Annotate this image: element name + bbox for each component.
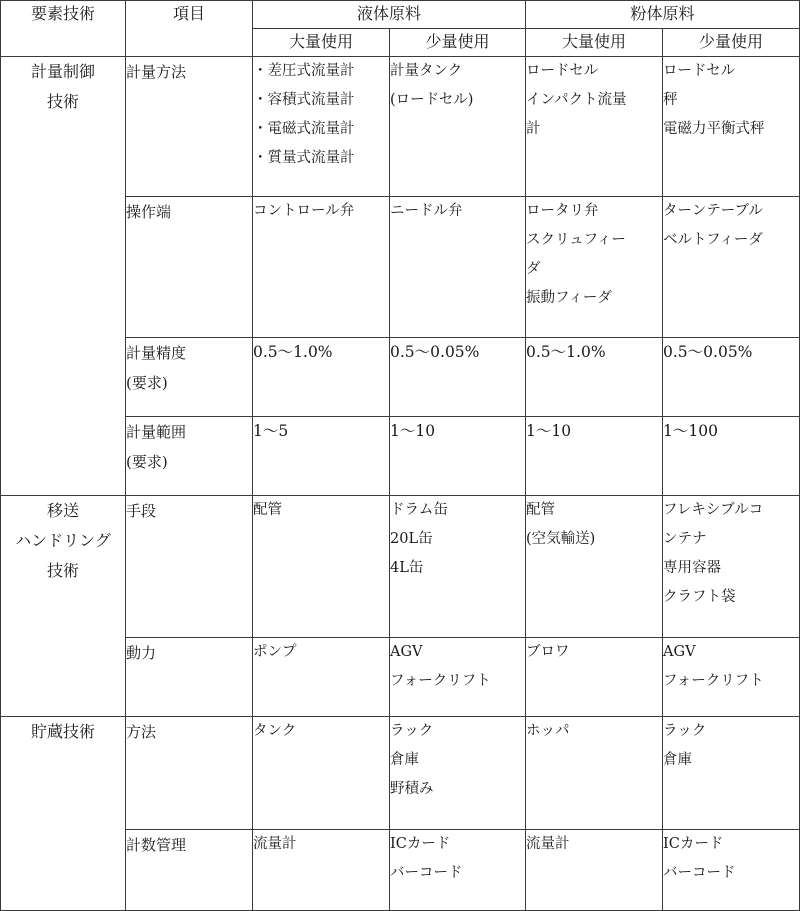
item-label: [126, 338, 253, 417]
cell-line: 1〜100: [663, 422, 718, 440]
cell-line: ホッパ: [526, 723, 570, 739]
value-cell: [390, 57, 526, 197]
cell-line: ロードセル: [526, 63, 599, 79]
cell-line: 配管: [526, 502, 556, 518]
cell-line: 計量タンク: [390, 63, 463, 79]
table-body: [1, 57, 800, 911]
cell-line: ラック: [663, 723, 707, 739]
cell-line: 1〜10: [390, 422, 436, 440]
cell-line: ICカード: [663, 836, 724, 852]
cell-line: ・電磁式流量計: [253, 121, 355, 137]
header-liquid-large: 大量使用: [253, 29, 390, 57]
value-cell: [390, 197, 526, 338]
cell-line: AGV: [390, 644, 423, 660]
cell-line: 計量範囲: [126, 423, 187, 441]
item-label: [126, 197, 253, 338]
value-cell: [526, 638, 663, 717]
item-label: [126, 417, 253, 496]
cell-line: 0.5〜1.0%: [526, 343, 606, 361]
group-label: [1, 496, 126, 717]
value-cell: [526, 496, 663, 638]
cell-line: ベルトフィーダ: [663, 232, 763, 248]
group-label: [1, 57, 126, 496]
cell-line: 1〜10: [526, 422, 572, 440]
value-cell: [663, 830, 800, 911]
cell-line: タンク: [253, 723, 297, 739]
cell-line: 専用容器: [663, 560, 722, 576]
cell-line: フォークリフト: [663, 673, 764, 689]
cell-line: ロータリ弁: [526, 203, 599, 219]
cell-line: (要求): [126, 453, 168, 471]
value-cell: [253, 717, 390, 830]
value-cell: [526, 417, 663, 496]
cell-line: バーコード: [663, 865, 736, 881]
cell-line: 野積み: [390, 781, 434, 797]
cell-line: 4L缶: [390, 560, 424, 576]
cell-line: 0.5〜0.05%: [663, 343, 753, 361]
value-cell: [253, 57, 390, 197]
cell-line: ターンテーブル: [663, 203, 763, 219]
value-cell: [253, 638, 390, 717]
header-liquid: 液体原料: [253, 1, 526, 29]
value-cell: [663, 57, 800, 197]
cell-line: (要求): [126, 374, 168, 392]
cell-line: フレキシブルコ: [663, 502, 764, 518]
value-cell: [253, 338, 390, 417]
value-cell: [663, 638, 800, 717]
cell-line: 移送: [46, 501, 79, 520]
cell-line: (ロードセル): [390, 92, 474, 108]
item-label: [126, 717, 253, 830]
cell-line: 操作端: [126, 203, 172, 221]
value-cell: [526, 830, 663, 911]
cell-line: 1〜5: [253, 422, 289, 440]
cell-line: ポンプ: [253, 644, 297, 660]
value-cell: [526, 717, 663, 830]
value-cell: [253, 830, 390, 911]
value-cell: [390, 830, 526, 911]
cell-line: 貯蔵技術: [30, 722, 95, 741]
cell-line: 動力: [126, 644, 157, 662]
cell-line: ンテナ: [663, 531, 707, 547]
cell-line: 倉庫: [663, 752, 693, 768]
value-cell: [253, 197, 390, 338]
cell-line: 20L缶: [390, 531, 433, 547]
cell-line: ハンドリング: [15, 531, 111, 550]
cell-line: フォークリフト: [390, 673, 491, 689]
cell-line: 技術: [46, 561, 79, 580]
cell-line: インパクト流量: [526, 92, 627, 108]
item-label: [126, 638, 253, 717]
cell-line: ダ: [526, 261, 541, 277]
item-label: [126, 57, 253, 197]
cell-line: ブロワ: [526, 644, 570, 660]
table-row: [1, 717, 800, 830]
group-label: [1, 717, 126, 911]
cell-line: 計量制御: [30, 62, 95, 81]
cell-line: 0.5〜0.05%: [390, 343, 480, 361]
item-label: [126, 496, 253, 638]
value-cell: [663, 197, 800, 338]
cell-line: 計量方法: [126, 63, 187, 81]
value-cell: [390, 338, 526, 417]
cell-line: 振動フィーダ: [526, 290, 612, 306]
cell-line: ・質量式流量計: [253, 150, 355, 166]
value-cell: [526, 57, 663, 197]
cell-line: スクリュフィー: [526, 232, 626, 248]
value-cell: [526, 197, 663, 338]
header-liquid-small: 少量使用: [390, 29, 526, 57]
value-cell: [253, 417, 390, 496]
cell-line: 技術: [46, 92, 79, 111]
cell-line: クラフト袋: [663, 589, 736, 605]
header-powder: 粉体原料: [526, 1, 800, 29]
cell-line: 手段: [126, 502, 157, 520]
cell-line: 秤: [663, 92, 678, 108]
value-cell: [663, 717, 800, 830]
value-cell: [390, 717, 526, 830]
value-cell: [526, 338, 663, 417]
table-row: [1, 496, 800, 638]
value-cell: [390, 417, 526, 496]
cell-line: 計: [526, 121, 541, 137]
cell-line: 倉庫: [390, 752, 419, 768]
cell-line: ・差圧式流量計: [253, 63, 355, 79]
value-cell: [663, 417, 800, 496]
cell-line: 流量計: [526, 836, 570, 852]
header-powder-large: 大量使用: [526, 29, 663, 57]
cell-line: 計数管理: [126, 836, 187, 854]
cell-line: (空気輸送): [526, 531, 596, 547]
cell-line: 方法: [126, 723, 157, 741]
cell-line: 配管: [253, 502, 282, 518]
value-cell: [253, 496, 390, 638]
value-cell: [663, 338, 800, 417]
cell-line: 計量精度: [126, 344, 187, 362]
value-cell: [390, 496, 526, 638]
cell-line: AGV: [663, 644, 696, 660]
value-cell: [663, 496, 800, 638]
cell-line: コントロール弁: [253, 203, 355, 219]
cell-line: 0.5〜1.0%: [253, 343, 333, 361]
cell-line: ロードセル: [663, 63, 736, 79]
table-row: [1, 57, 800, 197]
cell-line: 流量計: [253, 836, 297, 852]
cell-line: 電磁力平衡式秤: [663, 121, 765, 137]
header-powder-small: 少量使用: [663, 29, 800, 57]
cell-line: ニードル弁: [390, 203, 463, 219]
header-item: 項目: [126, 1, 253, 57]
cell-line: ・容積式流量計: [253, 92, 355, 108]
cell-line: ICカード: [390, 836, 451, 852]
header-element-tech: 要素技術: [1, 1, 126, 57]
value-cell: [390, 638, 526, 717]
cell-line: ドラム缶: [390, 502, 448, 518]
item-label: [126, 830, 253, 911]
cell-line: ラック: [390, 723, 434, 739]
cell-line: バーコード: [390, 865, 463, 881]
